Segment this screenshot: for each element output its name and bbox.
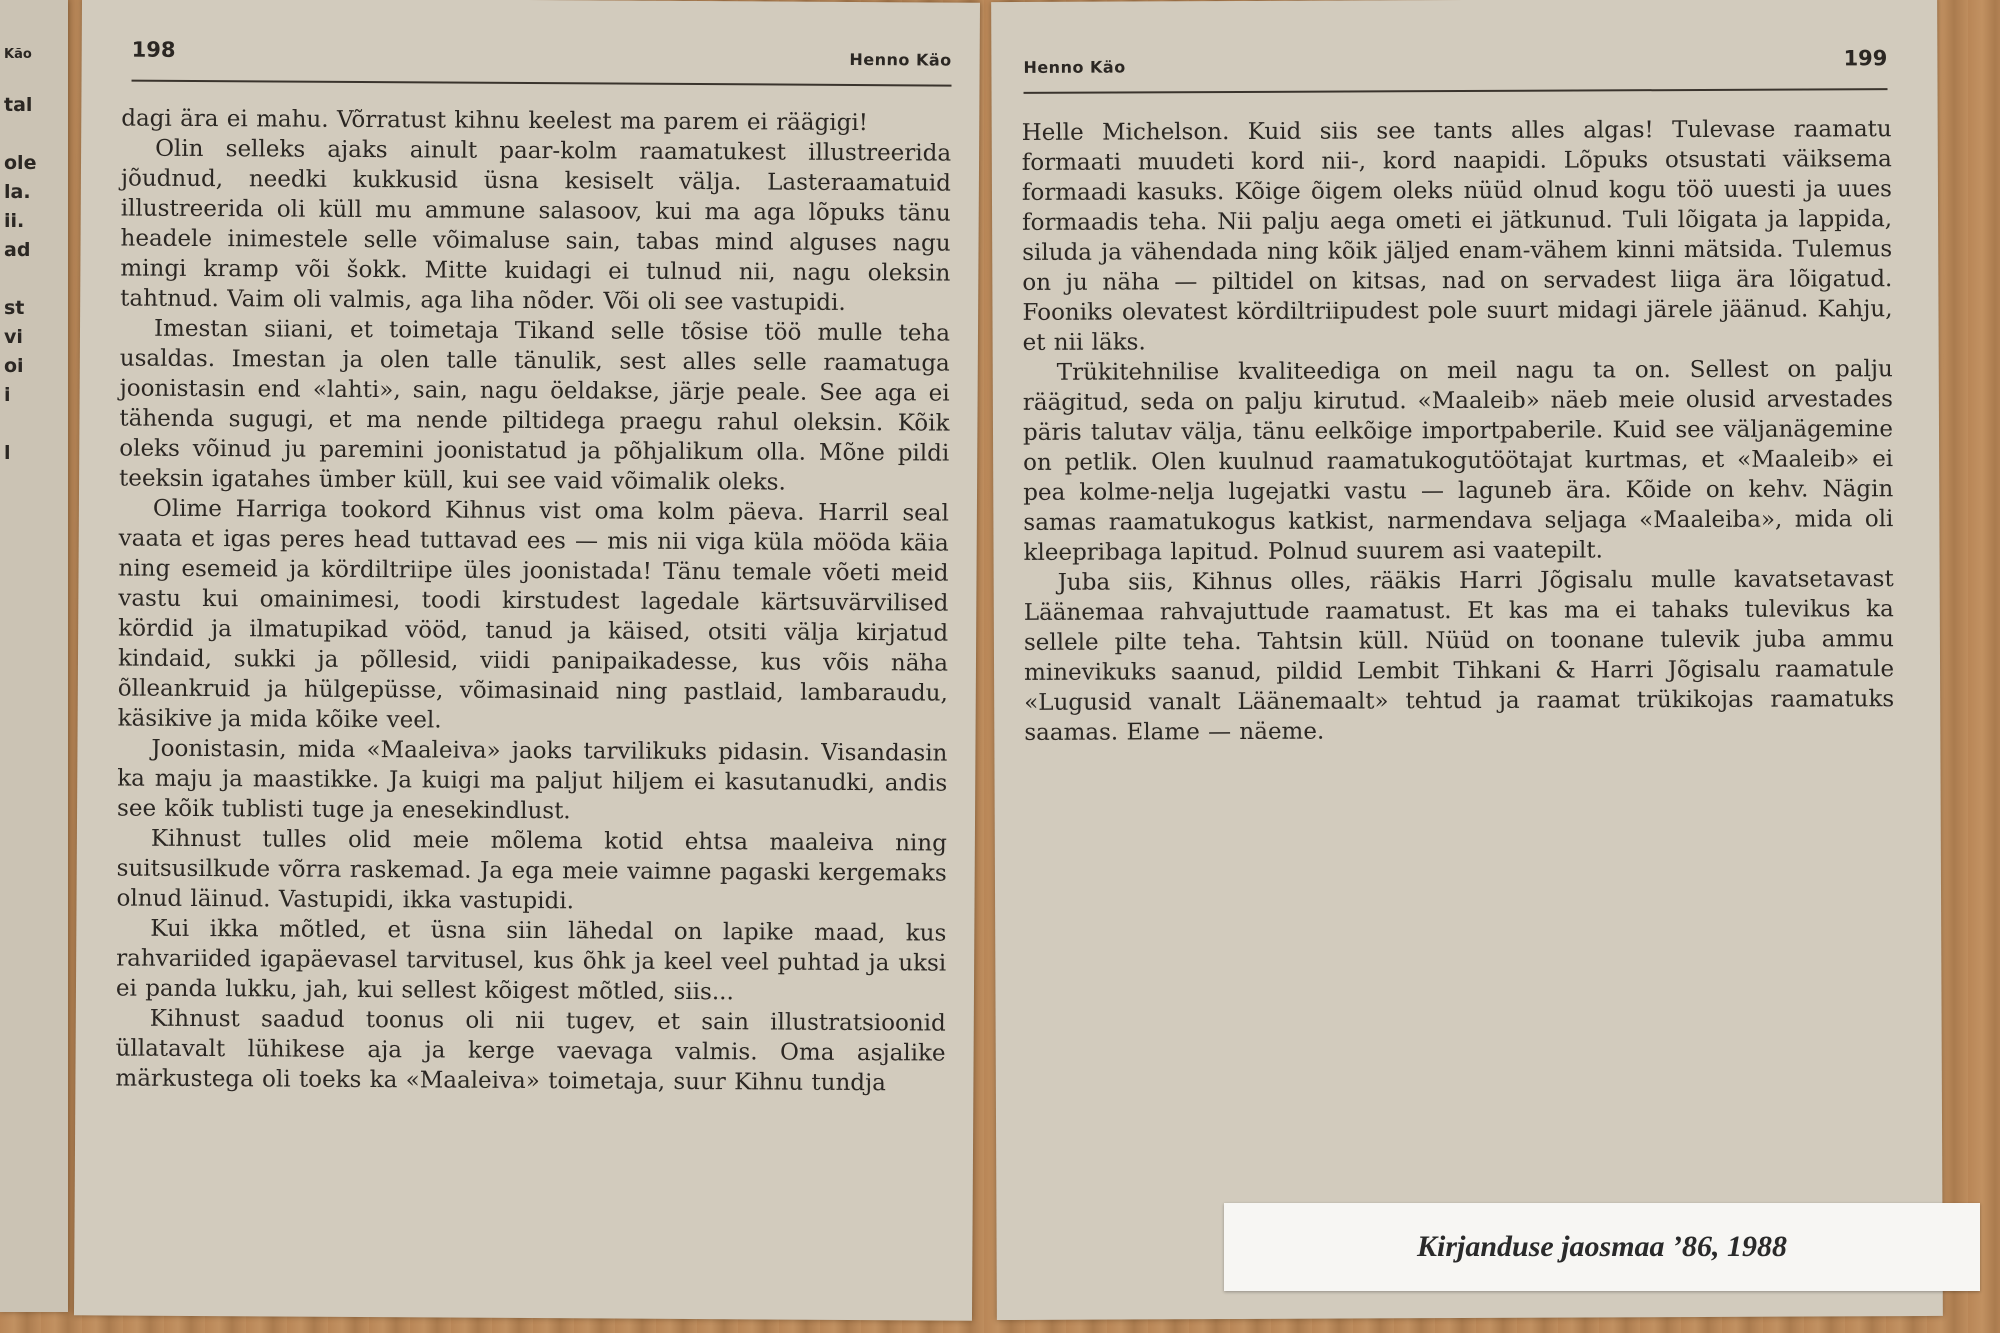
fragment-line xyxy=(4,265,64,294)
fragment-text xyxy=(4,40,64,468)
paragraph: Joonistasin, mida «Maaleiva» jaoks tarvilikuks pidasin. Visandasin ka maju ja maastikke. Ja kuigi ma paljut hiljem ei kasutanudki, andis see kõik tublisti tuge ja enesekindlust. xyxy=(116,735,948,825)
fragment-line: l xyxy=(4,442,11,464)
paragraph: Olin selleks ajaks ainult paar-kolm raamatukest illustreerida jõudnud, needki kukkusid üsna kesiselt välja. Lasteraamatuid illustreerida oli küll mu ammune salasoov, kui ma aga lõpuks tänu headele inimestele selle võimaluse sain, tabas mind alguses nagu mingi kramp või šokk. Mitte kuidagi ei tulnud nii, nagu oleksin tahtnud. Vaim oli valmis, aga liha nõder. Või oli see vastupidi. xyxy=(120,135,952,316)
left-page-body xyxy=(115,104,951,1099)
fragment-line: i xyxy=(4,384,11,406)
paragraph: Trükitehnilise kvaliteediga on meil nagu ta on. Sellest on palju räägitud, seda on palju kirutud. «Maaleib» näeb meie olusid arvestades päris talutav välja, tänu eelkõige importpaberile. Kuid see väljanägemine on petlik. Olen kuulnud raamatukogutöötajat kurtmas, et «Maaleib» ei pea kolme-nelja lugejatki vastu — lagunеb ära. Kõide on kehv. Nägin samas raamatukogus katkist, narmendava seljaga «Maaleiba», mida oli kleepribaga lapitud. Polnud suurem asi vaatepilt. xyxy=(1022,356,1894,566)
page-number: 198 xyxy=(131,37,176,62)
paragraph: Imestan siiani, et toimetaja Tikand selle tõsise töö mulle teha usaldas. Imestan ja olen talle tänulik, sest alles selle raamatuga joonistasin end «lahti», sain, nagu öeldakse, järje peale. See aga ei tähenda sugugi, et ma nende piltidega praegu rahul oleksin. Kõik oleks võinud ju paremini joonistatud ja põhjalikum olla. Mõne pildi teeksin igatahes ümber küll, kui see vaid võimalik oleks. xyxy=(119,315,951,496)
fragment-line: st xyxy=(4,297,25,319)
fragment-line: ole xyxy=(4,152,37,174)
fragment-line xyxy=(4,410,64,439)
source-label-text: Kirjanduse jaosmaa ’86, 1988 xyxy=(1416,1230,1788,1263)
source-label-card xyxy=(1224,1203,1980,1291)
fragment-running-head: Kão xyxy=(4,47,32,62)
paragraph: Helle Michelson. Kuid siis see tants alles algas! Tulevase raamatu formaati muudeti kord nii-, kord naapidi. Lõpuks otsustati väiksema formaadi kasuks. Kõige õigem oleks nüüd olnud kogu töö uuesti ja uues formaadis teha. Nii palju aega ometi ei jätkunud. Tuli lõigata ja lappida, siluda ja vähendada ning kõik jäljed enam-vähem kinni mätsida. Tulemus on ju näha — piltidel on kitsas, nad on servadest liiga ära lõigatud. Fooniks olevatest kördiltriipudest pole suurt midagi järele jäänud. Kahju, et nii läks. xyxy=(1021,116,1893,356)
page-number: 199 xyxy=(1843,46,1888,71)
right-page-body xyxy=(1022,114,1895,748)
fragment-line: la. xyxy=(4,181,31,203)
paragraph: Juba siis, Kihnus olles, rääkis Harri Jõgisalu mulle kavatsetavast Läänemaa rahvajuttude raamatust. Et kas ma ei tahaks tulevikus ka sellele pilte teha. Tahtsin küll. Nüüd on toonane tulevik juba ammu minevikuks saanud, pildid Lembit Tihkani & Harri Jõgisalu raamatule «Lugusid vanalt Läänemaalt» tehtud ja raamat trükikojas raamatuks saamas. Elame — näeme. xyxy=(1023,566,1895,746)
running-head-author: Henno Käo xyxy=(1023,57,1126,77)
running-head-author: Henno Käo xyxy=(849,49,952,70)
fragment-line: ii. xyxy=(4,210,25,232)
paragraph: dagi ära ei mahu. Võrratust kihnu keelest ma parem ei räägigi! xyxy=(121,105,869,137)
fragment-line: vi xyxy=(4,326,23,348)
fragment-line: tal xyxy=(4,94,33,116)
fragment-line xyxy=(4,120,64,149)
running-head xyxy=(132,38,952,87)
paragraph: Olime Harriga tookord Kihnus vist oma kolm päeva. Harril seal vaata et igas peres head tuttavad ees — mis nii viga küla mööda käia ning esemeid ja kördiltriipe üles joonistada! Tänu temale võeti meid vastu kui omainimesi, toodi kirstudest lagedale kärtsuvärvilised kördid ja ilmatupikad vööd, tanud ja käised, otsiti välja kirjatud kindaid, sukki ja põllesid, viidi panipaikadesse, kus võis näha õlleankruid ja hülgepüsse, võimasinaid ning pastlaid, lambaraudu, käsikive ja mida kõike veel. xyxy=(117,495,949,734)
fragment-line: ad xyxy=(4,239,31,261)
paragraph: Kihnust saadud toonus oli nii tugev, et sain illustratsioonid üllatavalt lühikese aja ja kerge vaevaga valmis. Oma asjalike märkustega oli toeks ka «Maaleiva» toimetaja, suur Kihnu tundja xyxy=(115,1005,946,1097)
paragraph: Kui ikka mõtled, et üsna siin lähedal on lapike maad, kus rahvariided igapäevasel tarvitusel, kus õhk ja keel veel puhtad ja uksi ei panda lukku, jah, kui sellest kõigest mõtled, siis... xyxy=(115,915,947,1006)
right-page xyxy=(991,0,1943,1320)
paragraph: Kihnust tulles olid meie mõlema kotid ehtsa maaleiva ning suitsusilkude võrra raskemad. Ja ega meie vaimne pagaski kergemaks olnud läinud. Vastupidi, ikka vastupidi. xyxy=(116,825,947,915)
left-page xyxy=(74,0,980,1321)
running-head xyxy=(1023,46,1887,94)
fragment-line: oi xyxy=(4,355,24,377)
previous-page-fragment xyxy=(0,0,68,1312)
